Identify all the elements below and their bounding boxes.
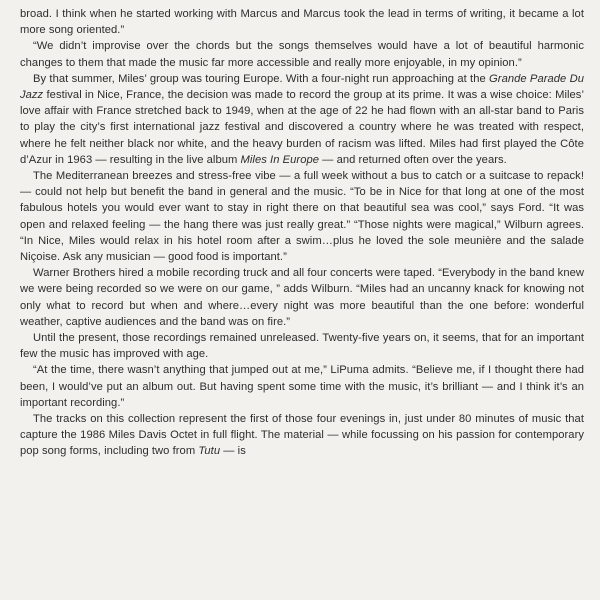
text-segment: “At the time, there wasn’t anything that jumped out at me,” LiPuma admits. “Believe me, if I thought there had been, I would’ve put an album out. But having spent some time with the music, it’s brilliant — and I think it’s an important recording.” [20, 364, 584, 409]
paragraph-3 [20, 71, 584, 168]
album-title: Miles In Europe [240, 153, 320, 166]
paragraph-8 [20, 411, 584, 460]
paragraph-5 [20, 265, 584, 330]
text-segment: broad. I think when he started working with Marcus and Marcus took the lead in terms of writing, it became a lot more song oriented.” [20, 8, 584, 37]
text-segment: Warner Brothers hired a mobile recording truck and all four concerts were taped. “Everybody in the band knew we were being recorded so we were on our game, ” adds Wilburn. “Miles had an uncanny knack for knowing not only what to record but when and where…every night was more beautiful than the one before: wonderful weather, captive audiences and the band was on fire.” [20, 267, 584, 328]
text-segment: The Mediterranean breezes and stress-free vibe — a full week without a bus to catch or a suitcase to repack! — could not help but benefit the band in general and the music. “To be in Nice for that long at one of the most fabulous hotels you would ever want to stay in right there on that beautiful sea was cool,” says Ford. “It was open and relaxed feeling — the hang there was just really great.” “Those nights were magical,” Wilburn agrees. “In Nice, Miles would relax in his hotel room after a swim…plus he loved the sole meunière and the salade Niçoise. Ask any musician — good food is important.” [20, 170, 584, 264]
text-segment: festival in Nice, France, the decision was made to record the group at its prime. It was a wise choice: Miles’ love affair with France stretched back to 1949, when at the age of 22 he had flown with an all-star band to Paris to play the city’s first international jazz festival and discovered a country where he was treated with respect, where he felt neither black nor white, and the heavy burden of racism was lifted. Miles had first played the Côte d’Azur in 1963 — resulting in the live album [20, 89, 584, 166]
paragraph-6 [20, 330, 584, 362]
text-segment: By that summer, Miles’ group was touring Europe. With a four-night run approaching at the [33, 72, 490, 85]
text-segment: — is [220, 445, 246, 458]
paragraph-7 [20, 362, 584, 411]
text-segment: The tracks on this collection represent the first of those four evenings in, just under 80 minutes of music that capture the 1986 Miles Davis Octet in full flight. The material — while focussing on his passion for contemporary pop song forms, including two from [20, 413, 584, 458]
text-segment: — and returned often over the years. [319, 153, 507, 166]
paragraph-4 [20, 168, 584, 265]
paragraph-2 [20, 38, 584, 70]
paragraph-1 [20, 6, 584, 38]
album-title: Tutu [198, 445, 221, 458]
festival-name: Grande Parade Du Jazz [20, 72, 584, 102]
text-segment: “We didn’t improvise over the chords but the songs themselves would have a lot of beautiful harmonic changes to them that made the music far more accessible and really more enjoyable, in my opinion.” [20, 40, 584, 69]
text-segment: Until the present, those recordings remained unreleased. Twenty-five years on, it seems, that for an important few the music has improved with age. [20, 332, 584, 361]
